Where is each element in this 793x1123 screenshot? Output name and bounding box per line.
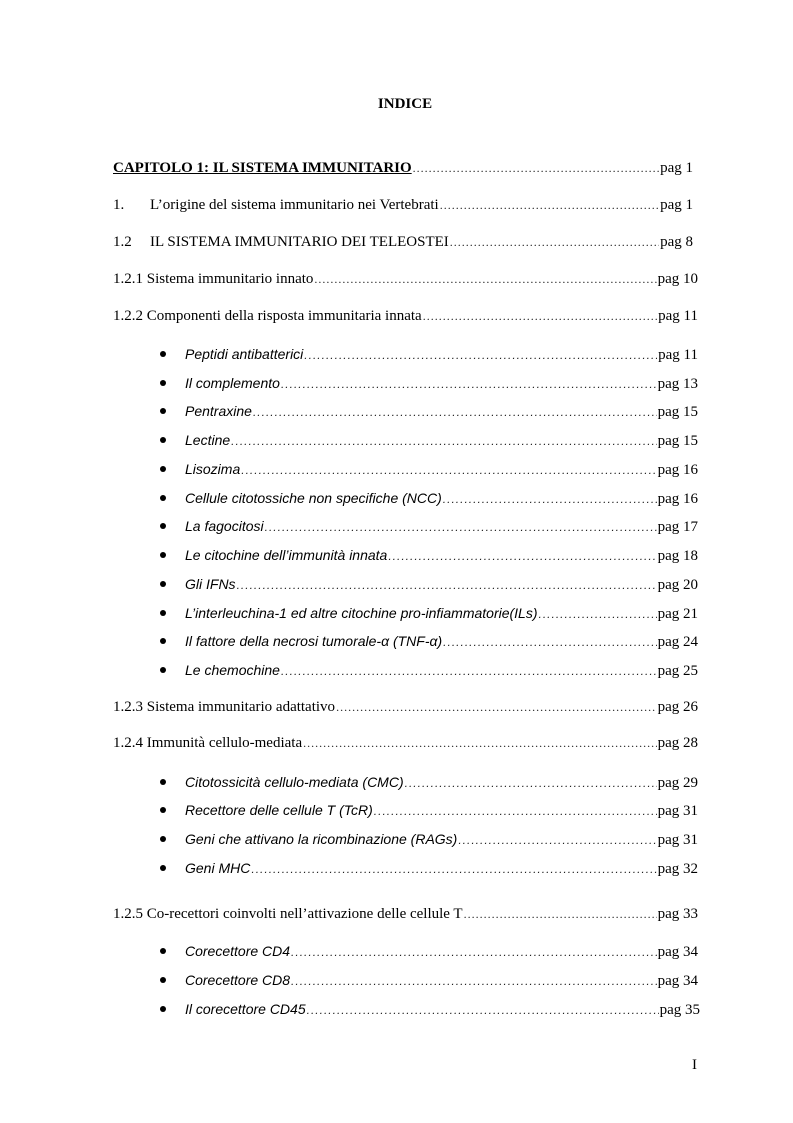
toc-bullet[interactable] bbox=[185, 659, 698, 681]
page-ref: pag 21 bbox=[657, 606, 698, 622]
toc-bullet[interactable] bbox=[185, 969, 698, 991]
page-ref: pag 28 bbox=[657, 735, 698, 751]
page-ref: pag 31 bbox=[657, 803, 698, 819]
toc-entry-label: Pentraxine bbox=[185, 403, 252, 419]
toc-entry-label: Le chemochine bbox=[185, 662, 280, 678]
page-ref: pag 8 bbox=[660, 234, 693, 250]
dot-leader bbox=[291, 970, 657, 992]
bullet-icon bbox=[160, 466, 166, 472]
section-title: L’origine del sistema immunitario nei Vertebrati bbox=[150, 197, 439, 213]
page-ref: pag 33 bbox=[657, 906, 698, 922]
toc-entry-1[interactable] bbox=[113, 194, 693, 216]
toc-entry-1-2-3[interactable] bbox=[113, 696, 698, 718]
page-ref: pag 11 bbox=[658, 347, 698, 363]
toc-entry-label: Geni MHC bbox=[185, 860, 251, 876]
dot-leader bbox=[241, 459, 656, 481]
toc-entry-label: 1.2.4 Immunità cellulo-mediata bbox=[113, 735, 303, 751]
toc-bullet[interactable] bbox=[185, 429, 698, 451]
bullet-icon bbox=[160, 948, 166, 954]
page-ref: pag 13 bbox=[657, 376, 698, 392]
dot-leader bbox=[539, 603, 657, 625]
page-ref: pag 34 bbox=[657, 973, 698, 989]
page-number: I bbox=[692, 1057, 697, 1073]
dot-leader bbox=[405, 772, 657, 794]
toc-entry-label: Il fattore della necrosi tumorale-α (TNF-α) bbox=[185, 633, 443, 649]
toc-entry-label: La fagocitosi bbox=[185, 518, 264, 534]
section-title: IL SISTEMA IMMUNITARIO DEI TELEOSTEI bbox=[150, 234, 449, 250]
toc-bullet[interactable] bbox=[185, 544, 698, 566]
page-ref: pag 18 bbox=[657, 548, 698, 564]
toc-bullet[interactable] bbox=[185, 857, 698, 879]
dot-leader bbox=[314, 268, 656, 290]
toc-entry-label: Citotossicità cellulo-mediata (CMC) bbox=[185, 774, 404, 790]
toc-bullet[interactable] bbox=[185, 771, 698, 793]
toc-bullet[interactable] bbox=[185, 458, 698, 480]
dot-leader bbox=[388, 545, 656, 567]
toc-bullet[interactable] bbox=[185, 343, 698, 365]
section-number: 1.2 bbox=[113, 234, 132, 250]
dot-leader bbox=[231, 430, 656, 452]
toc-entry-label: Lectine bbox=[185, 432, 231, 448]
bullet-icon bbox=[160, 1006, 166, 1012]
toc-entry-label bbox=[113, 194, 439, 216]
page-ref: pag 1 bbox=[660, 197, 693, 213]
toc-entry-label: 1.2.5 Co-recettori coinvolti nell’attivazione delle cellule T bbox=[113, 906, 463, 922]
bullet-icon bbox=[160, 523, 166, 529]
dot-leader bbox=[440, 194, 659, 216]
page-ref: pag 16 bbox=[657, 491, 698, 507]
bullet-icon bbox=[160, 977, 166, 983]
toc-entry-label: Corecettore CD4 bbox=[185, 943, 291, 959]
dot-leader bbox=[281, 373, 657, 395]
page-ref: pag 20 bbox=[657, 577, 698, 593]
bullet-icon bbox=[160, 408, 166, 414]
toc-entry-label bbox=[113, 157, 412, 179]
dot-leader bbox=[237, 574, 657, 596]
page-title: INDICE bbox=[377, 96, 433, 112]
toc-entry-label: Gli IFNs bbox=[185, 576, 236, 592]
dot-leader bbox=[413, 157, 659, 179]
toc-entry-label: Lisozima bbox=[185, 461, 241, 477]
toc-bullet[interactable] bbox=[185, 487, 698, 509]
toc-entry-label: L’interleuchina-1 ed altre citochine pro-infiammatorie(ILs) bbox=[185, 605, 538, 621]
toc-entry-label: Il corecettore CD45 bbox=[185, 1001, 306, 1017]
bullet-icon bbox=[160, 610, 166, 616]
toc-entry-label: Recettore delle cellule T (TcR) bbox=[185, 802, 373, 818]
bullet-icon bbox=[160, 836, 166, 842]
page-ref: pag 32 bbox=[657, 861, 698, 877]
dot-leader bbox=[423, 305, 657, 327]
toc-entry-label: 1.2.1 Sistema immunitario innato bbox=[113, 271, 314, 287]
dot-leader bbox=[464, 903, 657, 925]
dot-leader bbox=[281, 660, 657, 682]
toc-entry-label: 1.2.2 Componenti della risposta immunitaria innata bbox=[113, 308, 422, 324]
dot-leader bbox=[291, 941, 657, 963]
toc-bullet[interactable] bbox=[185, 372, 698, 394]
dot-leader bbox=[443, 631, 656, 653]
toc-entry-label: 1.2.3 Sistema immunitario adattativo bbox=[113, 699, 336, 715]
toc-bullet[interactable] bbox=[185, 940, 698, 962]
toc-bullet[interactable] bbox=[185, 573, 698, 595]
page-ref: pag 16 bbox=[657, 462, 698, 478]
page-ref: pag 1 bbox=[660, 160, 693, 176]
dot-leader bbox=[253, 401, 657, 423]
page-ref: pag 10 bbox=[657, 271, 698, 287]
page-ref: pag 31 bbox=[657, 832, 698, 848]
page-ref: pag 15 bbox=[657, 404, 698, 420]
bullet-icon bbox=[160, 351, 166, 357]
toc-entry-label: Cellule citotossiche non specifiche (NCC) bbox=[185, 490, 442, 506]
toc-entry-label: Geni che attivano la ricombinazione (RAGs) bbox=[185, 831, 458, 847]
page-ref: pag 15 bbox=[657, 433, 698, 449]
bullet-icon bbox=[160, 865, 166, 871]
toc-entry-label: Corecettore CD8 bbox=[185, 972, 291, 988]
toc-bullet[interactable] bbox=[185, 515, 698, 537]
toc-entry-1-2[interactable] bbox=[113, 231, 693, 253]
bullet-icon bbox=[160, 495, 166, 501]
bullet-icon bbox=[160, 667, 166, 673]
page-ref: pag 35 bbox=[659, 1002, 700, 1018]
dot-leader bbox=[304, 344, 657, 366]
page-ref: pag 11 bbox=[658, 308, 698, 324]
bullet-icon bbox=[160, 380, 166, 386]
bullet-icon bbox=[160, 638, 166, 644]
page-ref: pag 25 bbox=[657, 663, 698, 679]
toc-entry-label: Peptidi antibatterici bbox=[185, 346, 304, 362]
bullet-icon bbox=[160, 437, 166, 443]
dot-leader bbox=[307, 999, 659, 1021]
bullet-icon bbox=[160, 779, 166, 785]
toc-entry-1-2-5[interactable] bbox=[113, 903, 698, 925]
toc-bullet[interactable] bbox=[185, 400, 698, 422]
dot-leader bbox=[265, 516, 657, 538]
dot-leader bbox=[374, 800, 657, 822]
page-ref: pag 29 bbox=[657, 775, 698, 791]
dot-leader bbox=[458, 829, 656, 851]
toc-bullet[interactable] bbox=[185, 998, 700, 1020]
toc-entry-1-2-1[interactable] bbox=[113, 268, 698, 290]
toc-entry-1-2-2[interactable] bbox=[113, 305, 698, 327]
toc-bullet[interactable] bbox=[185, 630, 698, 652]
page-ref: pag 17 bbox=[657, 519, 698, 535]
page-ref: pag 26 bbox=[657, 699, 698, 715]
dot-leader bbox=[303, 732, 656, 754]
bullet-icon bbox=[160, 552, 166, 558]
toc-bullet[interactable] bbox=[185, 828, 698, 850]
section-number: 1. bbox=[113, 197, 125, 213]
dot-leader bbox=[443, 488, 657, 510]
toc-chapter-1[interactable] bbox=[113, 157, 693, 179]
dot-leader bbox=[336, 696, 657, 718]
toc-entry-label bbox=[113, 231, 449, 253]
toc-bullet[interactable] bbox=[185, 602, 698, 624]
toc-entry-label: Le citochine dell’immunità innata bbox=[185, 547, 388, 563]
page-ref: pag 34 bbox=[657, 944, 698, 960]
bullet-icon bbox=[160, 581, 166, 587]
dot-leader bbox=[251, 858, 656, 880]
toc-entry-1-2-4[interactable] bbox=[113, 732, 698, 754]
dot-leader bbox=[450, 231, 659, 253]
toc-entry-label: Il complemento bbox=[185, 375, 280, 391]
toc-bullet[interactable] bbox=[185, 799, 698, 821]
bullet-icon bbox=[160, 807, 166, 813]
page-ref: pag 24 bbox=[657, 634, 698, 650]
chapter-title: : IL SISTEMA IMMUNITARIO bbox=[204, 160, 412, 176]
chapter-label: CAPITOLO 1 bbox=[113, 160, 204, 176]
